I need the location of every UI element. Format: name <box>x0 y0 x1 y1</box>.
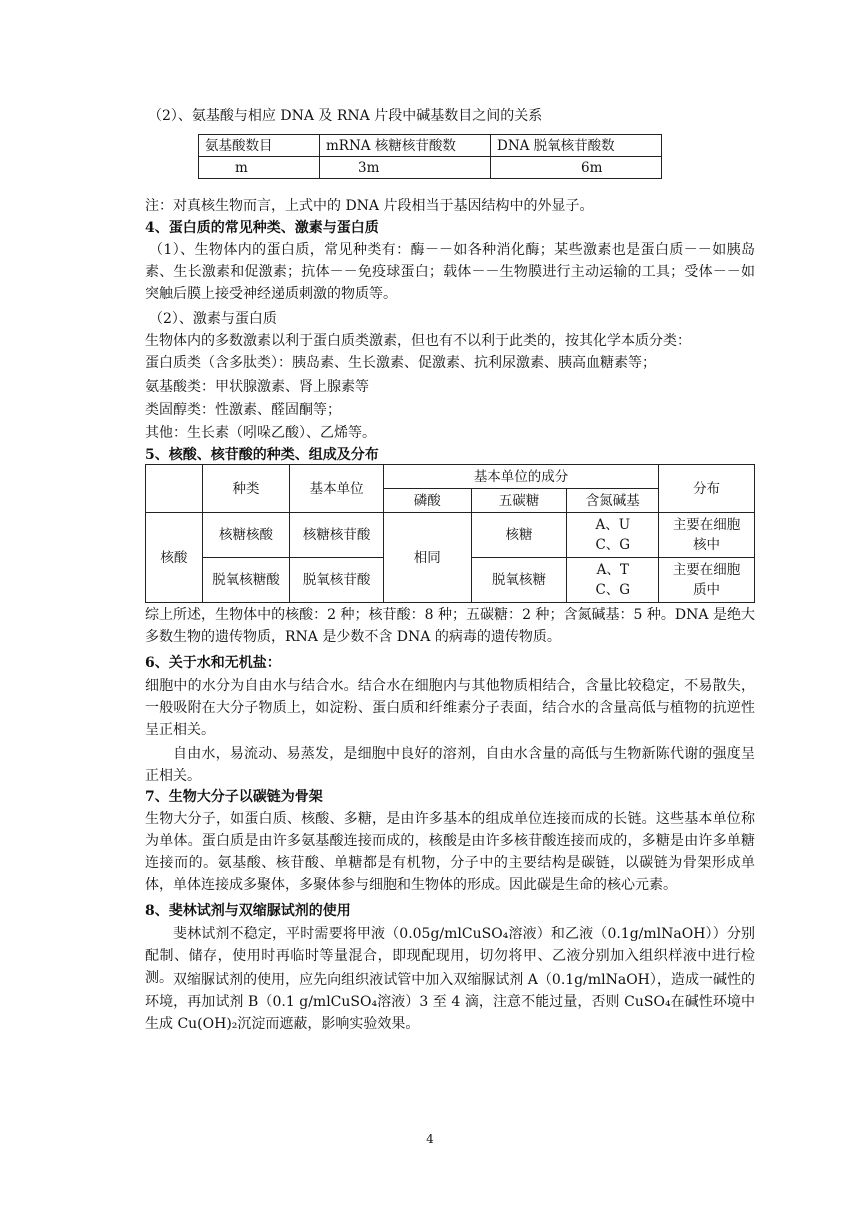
nucleic-acid-table <box>145 464 755 603</box>
table-cell: 相同 <box>384 513 472 603</box>
page-number: 4 <box>426 1132 434 1146</box>
base-line: A、T <box>596 562 629 578</box>
section-2-title: （2）、氨基酸与相应 DNA 及 RNA 片段中碱基数目之间的关系 <box>148 108 543 124</box>
paragraph: 蛋白质类（含多肽类）：胰岛素、生长激素、促激素、抗利尿激素、胰高血糖素等； <box>145 355 656 371</box>
table-header: mRNA 核糖核苷酸数 <box>320 135 491 157</box>
table-header: 分布 <box>659 465 755 513</box>
table-cell: 3m <box>320 157 491 179</box>
dist-line: 主要在细胞 <box>672 517 741 533</box>
table-cell <box>567 558 659 603</box>
table-header: 氨基酸数目 <box>199 135 320 157</box>
table-cell: m <box>199 157 320 179</box>
paragraph: 生物大分子，如蛋白质、核酸、多糖，是由许多基本的组成单位连接而成的长链。这些基本单位称为单体。蛋白质是由许多氨基酸连接而成的，核酸是由许多核苷酸连接而成的，多糖是由许多单糖连接而的。氨基酸、核苷酸、单糖都是有机物，分子中的主要结构是碳链，以碳链为骨架形成单体，单体连接成多聚体，多聚体参与细胞和生物体的形成。因此碳是生命的核心元素。 <box>145 811 755 893</box>
table-cell: 脱氧核糖酸 <box>202 558 290 603</box>
table-cell: 核糖 <box>471 513 567 558</box>
paragraph: 综上所述，生物体中的核酸：2 种；核苷酸：8 种；五碳糖：2 种；含氮碱基：5 种。DNA 是绝大多数生物的遗传物质，RNA 是少数不含 DNA 的病毒的遗传物质。 <box>145 607 755 645</box>
table-header: 五碳糖 <box>471 489 567 513</box>
heading-4: 4、蛋白质的常见种类、激素与蛋白质 <box>145 220 379 236</box>
table-header: 种类 <box>202 465 290 513</box>
table-header: 磷酸 <box>384 489 472 513</box>
table-cell: 脱氧核苷酸 <box>290 558 384 603</box>
paragraph: 生物体内的多数激素以利于蛋白质类激素，但也有不以利于此类的，按其化学本质分类： <box>145 333 691 349</box>
table-header: 含氮碱基 <box>567 489 659 513</box>
base-line: A、U <box>595 517 631 533</box>
paragraph: 细胞中的水分为自由水与结合水。结合水在细胞内与其他物质相结合，含量比较稳定，不易散失，一般吸附在大分子物质上，如淀粉、蛋白质和纤维素分子表面，结合水的含量高低与植物的抗逆性呈正相关。 <box>145 678 755 738</box>
dist-line: 核中 <box>693 537 721 553</box>
dist-line: 质中 <box>693 582 721 598</box>
paragraph: （2）、激素与蛋白质 <box>149 311 277 327</box>
paragraph: 类固醇类：性激素、醛固酮等； <box>145 402 341 418</box>
table-cell: 核糖核苷酸 <box>290 513 384 558</box>
table-header: 基本单位 <box>290 465 384 513</box>
table-cell <box>659 558 755 603</box>
base-line: C、G <box>595 537 631 553</box>
paragraph: 双缩脲试剂的使用，应先向组织液试管中加入双缩脲试剂 A（0.1g/mlNaOH），造成一碱性的环境，再加试剂 B（0.1 g/mlCuSO₄溶液）3 至 4 滴，注意不能过量，否则 CuSO₄在碱性环境中生成 Cu(OH)₂沉淀而遮蔽，影响实验效果。 <box>145 972 755 1032</box>
heading-8: 8、斐林试剂与双缩脲试剂的使用 <box>145 903 351 919</box>
paragraph: 斐林试剂不稳定，平时需要将甲液（0.05g/mlCuSO₄溶液）和乙液（0.1g/mlNaOH））分别配制、储存，使用时再临时等量混合，即现配现用，切勿将甲、乙液分别加入组织样液中进行检测。 <box>145 926 755 986</box>
heading-6: 6、关于水和无机盐： <box>145 655 281 671</box>
table-cell: 核糖核酸 <box>202 513 290 558</box>
table-corner <box>146 465 203 513</box>
paragraph: 自由水，易流动、易蒸发，是细胞中良好的溶剂，自由水含量的高低与生物新陈代谢的强度呈正相关。 <box>145 746 755 784</box>
table-header: 基本单位的成分 <box>384 465 659 489</box>
paragraph: 氨基酸类：甲状腺激素、肾上腺素等 <box>145 379 369 395</box>
table-cell: 核酸 <box>146 513 203 603</box>
amino-acid-table <box>198 134 662 179</box>
table-cell: 脱氧核糖 <box>471 558 567 603</box>
table-cell: 6m <box>491 157 662 179</box>
heading-5: 5、核酸、核苷酸的种类、组成及分布 <box>145 447 379 463</box>
table-cell <box>659 513 755 558</box>
paragraph: 其他：生长素（吲哚乙酸）、乙烯等。 <box>145 425 376 441</box>
table-cell <box>567 513 659 558</box>
base-line: C、G <box>595 582 631 598</box>
note: 注：对真核生物而言，上式中的 DNA 片段相当于基因结构中的外显子。 <box>145 198 594 214</box>
heading-7: 7、生物大分子以碳链为骨架 <box>145 789 323 805</box>
table-header: DNA 脱氧核苷酸数 <box>491 135 662 157</box>
dist-line: 主要在细胞 <box>672 562 741 578</box>
paragraph: （1）、生物体内的蛋白质，常见种类有：酶－－如各种消化酶；某些激素也是蛋白质－－如胰岛素、生长激素和促激素；抗体－－免疫球蛋白；载体－－生物膜进行主动运输的工具；受体－－如突触后膜上接受神经递质刺激的物质等。 <box>145 242 755 302</box>
